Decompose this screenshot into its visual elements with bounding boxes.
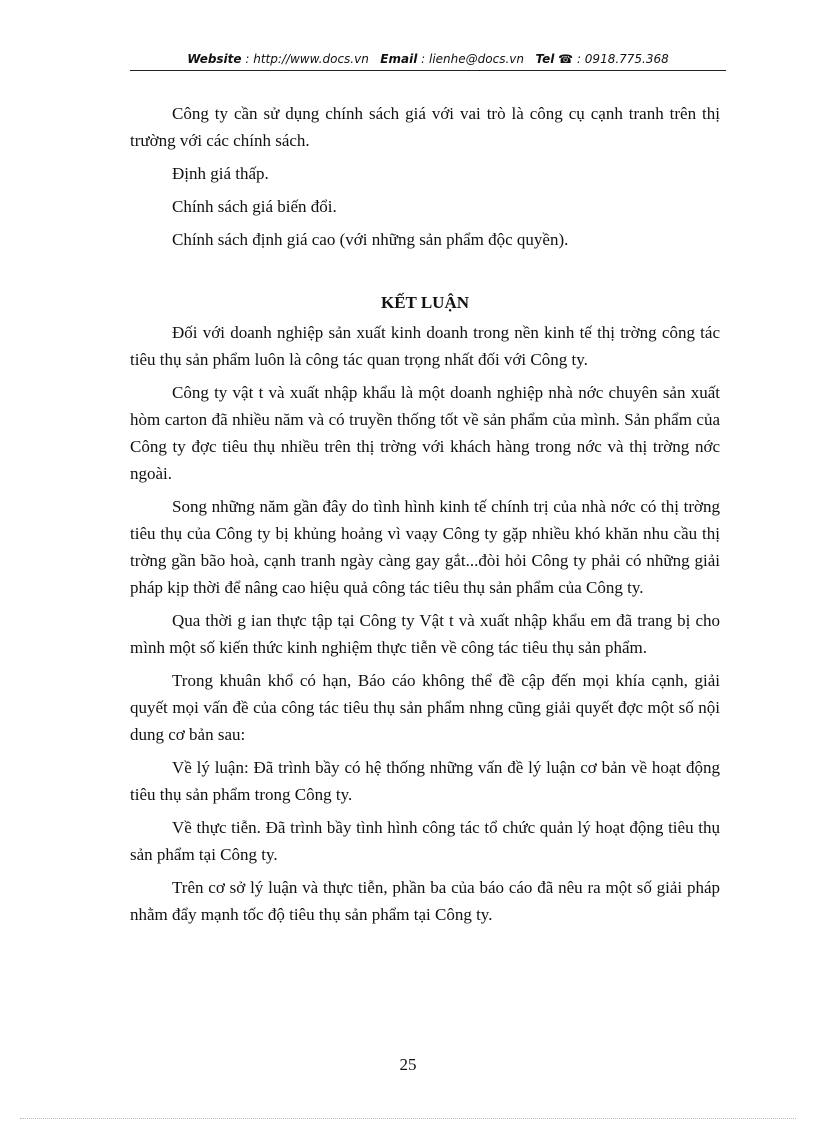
email-address[interactable]: : lienhe@docs.vn <box>421 52 524 66</box>
body-paragraph: Trên cơ sở lý luận và thực tiễn, phần ba của báo cáo đã nêu ra một số giải pháp nhằm đẩy mạnh tốc độ tiêu thụ sản phẩm tại Công ty. <box>130 878 720 924</box>
body-paragraph: Công ty vật t và xuất nhập khẩu là một doanh nghiệp nhà nớc chuyên sản xuất hòm carton đã nhiều năm và có truyền thống tốt về sản phẩm của mình. Sản phẩm của Công ty đợc tiêu thụ nhiều trên thị trờng với khách hàng trong nớc và thị trờng nớc ngoài. <box>130 383 720 483</box>
phone-icon: ☎ <box>558 52 574 66</box>
page-number: 25 <box>399 1055 417 1074</box>
body-paragraph: Song những năm gần đây do tình hình kinh tế chính trị của nhà nớc có thị trờng tiêu thụ của Công ty bị khủng hoảng vì vaạy Công ty gặp nhiều khó khăn nhu cầu thị trờng gần bão hoà, cạnh tranh ngày càng gay gắt...đòi hỏi Công ty phải có những giải pháp kịp thời để nâng cao hiệu quả công tác tiêu thụ sản phẩm của Công ty. <box>130 497 720 597</box>
intro-paragraph: Công ty cần sử dụng chính sách giá với vai trò là công cụ cạnh tranh trên thị trường với các chính sách. <box>130 104 720 150</box>
page-header <box>130 50 726 71</box>
intro-item: Chính sách định giá cao (với những sản phẩm độc quyền). <box>172 230 569 249</box>
email-label: Email <box>380 52 418 66</box>
section-title: KẾT LUẬN <box>380 293 469 312</box>
body-paragraph: Trong khuân khổ có hạn, Báo cáo không thể đề cập đến mọi khía cạnh, giải quyết mọi vấn đề của công tác tiêu thụ sản phẩm nhng cũng giải quyết đợc một số nội dung cơ bản sau: <box>130 671 720 744</box>
body-paragraph: Về lý luận: Đã trình bầy có hệ thống những vấn đề lý luận cơ bản về hoạt động tiêu thụ sản phẩm trong Công ty. <box>130 758 720 804</box>
tel-label: Tel <box>535 52 555 66</box>
body-paragraph: Qua thời g ian thực tập tại Công ty Vật t và xuất nhập khẩu em đã trang bị cho mình một số kiến thức kinh nghiệm thực tiễn về công tác tiêu thụ sản phẩm. <box>130 611 720 657</box>
website-label: Website <box>187 52 242 66</box>
document-body <box>130 100 720 934</box>
tel-number: : 0918.775.368 <box>576 52 669 66</box>
body-paragraph: Về thực tiễn. Đã trình bầy tình hình công tác tổ chức quản lý hoạt động tiêu thụ sản phẩm tại Công ty. <box>130 818 720 864</box>
bottom-divider <box>20 1118 796 1119</box>
intro-item: Chính sách giá biến đổi. <box>172 197 337 216</box>
website-url[interactable]: : http://www.docs.vn <box>245 52 369 66</box>
intro-item: Định giá thấp. <box>172 164 269 183</box>
body-paragraph: Đối với doanh nghiệp sản xuất kinh doanh trong nền kinh tế thị trờng công tác tiêu thụ sản phẩm luôn là công tác quan trọng nhất đối với Công ty. <box>130 323 720 369</box>
